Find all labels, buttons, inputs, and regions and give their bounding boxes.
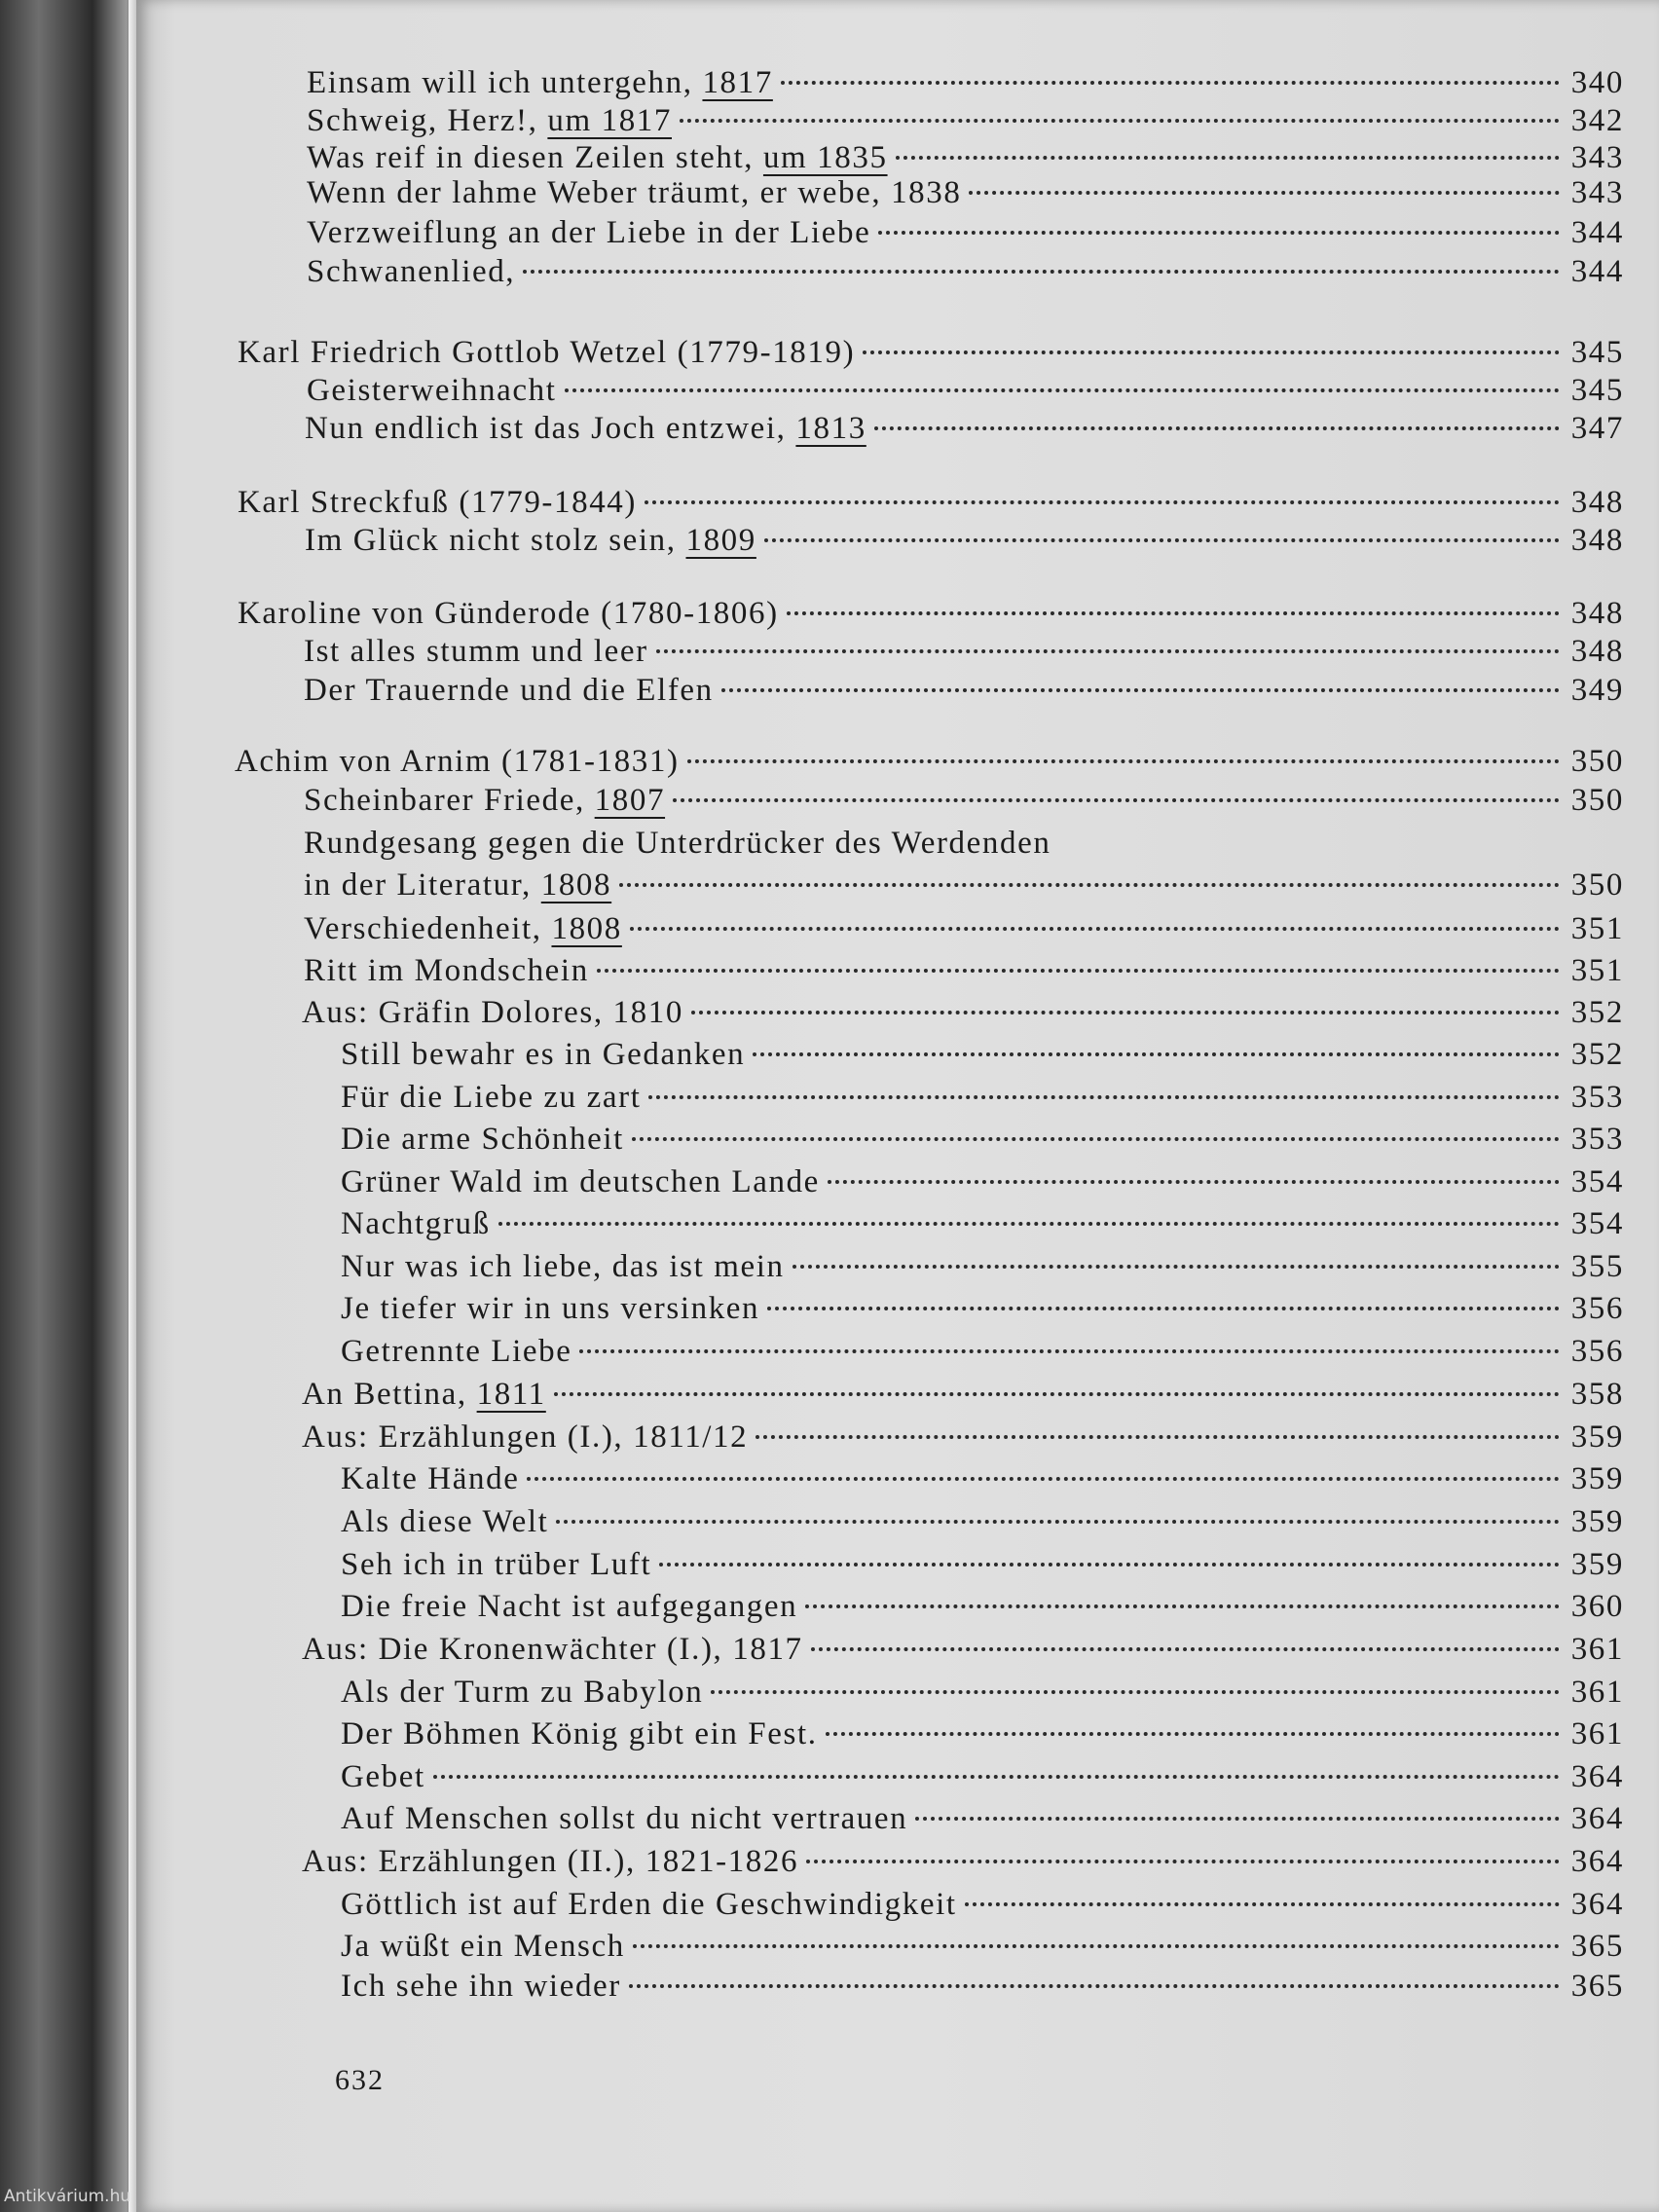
toc-entry-title-text: Als der Turm zu Babylon	[341, 1675, 704, 1710]
toc-entry-title	[307, 215, 870, 251]
leader-dots	[629, 1984, 1560, 1988]
toc-entry-title	[341, 1291, 759, 1327]
toc-entry-title	[341, 1206, 491, 1242]
leader-dots	[711, 1690, 1560, 1694]
toc-entry-title	[304, 826, 1051, 862]
toc-entry	[304, 634, 1659, 677]
toc-entry	[341, 1969, 1659, 2011]
toc-entry-page: 359	[1570, 1419, 1624, 1455]
leader-dots	[648, 1095, 1560, 1099]
toc-entry-page: 354	[1570, 1164, 1624, 1199]
toc-entry-page: 358	[1570, 1377, 1624, 1412]
toc-entry-page: 365	[1570, 1969, 1624, 2004]
leader-dots	[828, 1180, 1560, 1184]
toc-entry-title	[341, 1547, 651, 1583]
toc-entry	[302, 1632, 1659, 1675]
leader-dots	[632, 1137, 1560, 1141]
leader-dots	[673, 798, 1560, 802]
toc-entry-title-text: Verschiedenheit,	[304, 911, 542, 946]
toc-entry-title	[341, 1589, 797, 1625]
toc-entry-page: 359	[1570, 1547, 1624, 1582]
toc-entry-title	[238, 485, 637, 521]
toc-entry-year: um 1817	[547, 103, 672, 138]
toc-entry-title-text: in der Literatur,	[304, 867, 532, 903]
toc-entry-title	[302, 1377, 546, 1413]
toc-entry-page: 361	[1570, 1675, 1624, 1710]
toc-entry	[304, 673, 1659, 716]
toc-entry-page: 359	[1570, 1461, 1624, 1496]
toc-entry-title	[307, 65, 773, 101]
toc-entry	[307, 175, 1659, 218]
leader-dots	[811, 1647, 1560, 1651]
toc-entry-page: 364	[1570, 1887, 1624, 1922]
leader-dots	[523, 270, 1560, 274]
toc-entry-title-text: Schwanenlied,	[307, 254, 516, 289]
toc-entry-page: 355	[1570, 1249, 1624, 1284]
leader-dots	[556, 1520, 1560, 1524]
toc-entry-page: 345	[1570, 373, 1624, 408]
leader-dots	[896, 156, 1560, 160]
toc-entry-title	[304, 673, 714, 709]
toc-entry-title-text: Je tiefer wir in uns versinken	[341, 1291, 760, 1326]
toc-author-entry	[238, 596, 1659, 639]
toc-entry-page: 352	[1570, 995, 1624, 1030]
toc-entry	[341, 1589, 1659, 1632]
toc-entry-title	[307, 103, 672, 139]
leader-dots	[554, 1392, 1560, 1396]
toc-entry-title-text: Aus: Erzählungen (II.), 1821-1826	[302, 1844, 799, 1879]
toc-entry	[341, 1929, 1659, 1972]
page	[136, 0, 1659, 2212]
toc-entry-page: 340	[1570, 65, 1624, 100]
toc-entry-page: 345	[1570, 335, 1624, 370]
leader-dots	[659, 1563, 1560, 1567]
toc-author-entry	[238, 485, 1659, 528]
leader-dots	[656, 649, 1560, 653]
toc-entry-title	[341, 1249, 785, 1285]
toc-entry-title-text: Als diese Welt	[341, 1504, 549, 1539]
leader-dots	[597, 969, 1560, 973]
toc-entry	[341, 1801, 1659, 1844]
toc-entry-title-text: Nur was ich liebe, das ist mein	[341, 1249, 785, 1284]
toc-entry-title	[307, 140, 888, 176]
leader-dots	[863, 350, 1560, 354]
leader-dots	[915, 1817, 1560, 1821]
toc-entry-page: 353	[1570, 1080, 1624, 1115]
leader-dots	[691, 1011, 1560, 1014]
toc-entry	[307, 373, 1659, 416]
toc-entry-page: 351	[1570, 953, 1624, 988]
toc-entry-title-text: An Bettina,	[302, 1377, 467, 1412]
toc-entry	[341, 1249, 1659, 1292]
toc-entry	[307, 215, 1659, 258]
toc-entry	[341, 1675, 1659, 1717]
toc-entry-title-text: Grüner Wald im deutschen Lande	[341, 1164, 820, 1199]
leader-dots	[680, 119, 1560, 123]
leader-dots	[619, 883, 1560, 887]
toc-entry-title-text: Was reif in diesen Zeilen steht,	[307, 140, 755, 175]
toc-entry-title-text: Still bewahr es in Gedanken	[341, 1037, 746, 1072]
toc-entry-title-text: Schweig, Herz!,	[307, 103, 538, 138]
leader-dots	[764, 538, 1560, 542]
toc-entry	[304, 953, 1659, 996]
toc-entry-title	[341, 1037, 745, 1073]
leader-dots	[781, 81, 1560, 85]
toc-entry	[341, 1547, 1659, 1590]
toc-entry-title-text: Im Glück nicht stolz sein,	[305, 523, 677, 558]
toc-entry-page: 360	[1570, 1589, 1624, 1624]
toc-entry-page: 359	[1570, 1504, 1624, 1539]
toc-entry	[341, 1122, 1659, 1164]
toc-entry	[304, 826, 1659, 868]
toc-entry	[304, 911, 1659, 954]
leader-dots	[721, 688, 1560, 692]
toc-entry-title	[341, 1164, 820, 1200]
toc-entry-title	[341, 1929, 625, 1965]
leader-dots	[806, 1860, 1560, 1863]
toc-entry-page: 344	[1570, 215, 1624, 250]
toc-author-entry	[238, 335, 1659, 378]
toc-entry-year: 1808	[551, 911, 622, 946]
toc-entry-page: 350	[1570, 867, 1624, 903]
toc-entry-title	[341, 1504, 548, 1540]
toc-entry	[302, 995, 1659, 1038]
toc-entry-page: 350	[1570, 783, 1624, 818]
toc-entry	[341, 1504, 1659, 1547]
toc-entry-title	[302, 1419, 748, 1456]
toc-entry-title	[302, 1632, 803, 1668]
toc-entry	[304, 867, 1659, 910]
leader-dots	[753, 1052, 1560, 1056]
toc-entry-year: 1813	[795, 411, 866, 446]
toc-entry	[341, 1887, 1659, 1930]
leader-dots	[805, 1604, 1560, 1608]
toc-entry-title-text: Einsam will ich untergehn,	[307, 65, 693, 100]
toc-entry-year: um 1835	[762, 140, 888, 175]
toc-entry-page: 348	[1570, 523, 1624, 558]
toc-entry-title	[235, 744, 680, 780]
watermark: Antikvárium.hu	[4, 2187, 131, 2206]
toc-entry	[304, 783, 1659, 826]
leader-dots	[565, 388, 1560, 392]
toc-entry-page: 343	[1570, 175, 1624, 210]
toc-entry	[302, 1377, 1659, 1419]
leader-dots	[498, 1222, 1560, 1226]
toc-entry-title-text: Für die Liebe zu zart	[341, 1080, 642, 1115]
toc-entry-title	[341, 1969, 621, 2005]
toc-entry-title-text: Auf Menschen sollst du nicht vertrauen	[341, 1801, 908, 1836]
toc-entry-title-text: Nachtgruß	[341, 1206, 491, 1241]
toc-entry	[305, 411, 1659, 454]
leader-dots	[633, 1944, 1560, 1948]
toc-entry-year: 1809	[685, 523, 756, 558]
leader-dots	[527, 1477, 1560, 1481]
toc-entry	[307, 65, 1659, 108]
leader-dots	[767, 1307, 1560, 1310]
leader-dots	[793, 1265, 1560, 1269]
toc-entry	[307, 254, 1659, 297]
toc-entry-title	[304, 867, 611, 903]
toc-entry	[341, 1206, 1659, 1249]
toc-entry-page: 343	[1570, 140, 1624, 175]
toc-entry-title	[304, 783, 665, 819]
toc-entry-title-text: Verzweiflung an der Liebe in der Liebe	[307, 215, 871, 250]
leader-dots	[630, 927, 1560, 931]
toc-entry-title	[307, 373, 557, 409]
toc-entry-title	[341, 1887, 957, 1923]
toc-entry-title	[305, 523, 756, 559]
leader-dots	[874, 426, 1560, 430]
toc-entry-title-text: Ich sehe ihn wieder	[341, 1969, 621, 2004]
toc-author-entry	[235, 744, 1659, 787]
toc-entry-title	[341, 1675, 703, 1711]
leader-dots	[433, 1775, 1560, 1779]
toc-entry-title-text: Karl Streckfuß (1779-1844)	[238, 485, 637, 520]
toc-entry-page: 351	[1570, 911, 1624, 946]
toc-entry-title	[341, 1801, 907, 1837]
toc-entry-page: 344	[1570, 254, 1624, 289]
toc-entry-title-text: Kalte Hände	[341, 1461, 520, 1496]
toc-entry-page: 361	[1570, 1632, 1624, 1667]
toc-entry-title	[304, 911, 622, 947]
toc-entry-page: 364	[1570, 1759, 1624, 1794]
toc-entry-title-text: Achim von Arnim (1781-1831)	[235, 744, 680, 779]
leader-dots	[969, 191, 1560, 195]
leader-dots	[756, 1435, 1560, 1439]
toc-entry-title-text: Gebet	[341, 1759, 425, 1794]
table-of-contents	[136, 0, 1659, 2212]
toc-entry-title	[341, 1716, 818, 1752]
toc-entry-year: 1808	[540, 867, 612, 903]
toc-entry-title-text: Der Böhmen König gibt ein Fest.	[341, 1716, 818, 1751]
leader-dots	[687, 759, 1560, 763]
toc-entry-title-text: Wenn der lahme Weber träumt, er webe, 1838	[307, 175, 962, 210]
toc-entry-title-text: Ist alles stumm und leer	[304, 634, 648, 669]
toc-entry	[341, 1164, 1659, 1207]
toc-entry-title	[302, 995, 683, 1031]
toc-entry-page: 364	[1570, 1801, 1624, 1836]
toc-entry-title	[238, 596, 779, 632]
toc-entry	[341, 1716, 1659, 1759]
toc-entry-title-text: Die arme Schönheit	[341, 1122, 624, 1157]
toc-entry-page: 352	[1570, 1037, 1624, 1072]
toc-entry	[341, 1334, 1659, 1377]
toc-entry	[341, 1291, 1659, 1334]
toc-entry-title-text: Die freie Nacht ist aufgegangen	[341, 1589, 798, 1624]
toc-entry-page: 356	[1570, 1334, 1624, 1369]
toc-entry-year: 1807	[594, 783, 666, 818]
toc-entry-title-text: Seh ich in trüber Luft	[341, 1547, 652, 1582]
toc-entry-title-text: Aus: Gräfin Dolores, 1810	[302, 995, 683, 1030]
toc-entry	[341, 1037, 1659, 1080]
page-number: 632	[335, 2064, 385, 2096]
leader-dots	[826, 1732, 1560, 1736]
toc-entry-title	[302, 1844, 798, 1880]
toc-entry-page: 364	[1570, 1844, 1624, 1879]
toc-entry-page: 348	[1570, 485, 1624, 520]
toc-entry-page: 350	[1570, 744, 1624, 779]
toc-entry-page: 354	[1570, 1206, 1624, 1241]
toc-entry-title-text: Getrennte Liebe	[341, 1334, 572, 1369]
toc-entry-title-text: Der Trauernde und die Elfen	[304, 673, 714, 708]
toc-entry-title-text: Karoline von Günderode (1780-1806)	[238, 596, 779, 631]
leader-dots	[645, 500, 1560, 504]
toc-entry-title	[341, 1759, 425, 1795]
toc-entry-title	[238, 335, 855, 371]
leader-dots	[579, 1349, 1560, 1353]
toc-entry-title-text: Aus: Die Kronenwächter (I.), 1817	[302, 1632, 803, 1667]
toc-entry-title	[341, 1461, 519, 1497]
toc-entry-page: 342	[1570, 103, 1624, 138]
toc-entry-title-text: Ja wüßt ein Mensch	[341, 1929, 625, 1964]
toc-entry-title-text: Rundgesang gegen die Unterdrücker des Werdenden	[304, 826, 1051, 861]
toc-entry-page: 353	[1570, 1122, 1624, 1157]
leader-dots	[965, 1902, 1560, 1906]
toc-entry-title-text: Aus: Erzählungen (I.), 1811/12	[302, 1419, 749, 1455]
toc-entry-title	[304, 634, 648, 670]
toc-entry-title-text: Ritt im Mondschein	[304, 953, 589, 988]
toc-entry-title-text: Nun endlich ist das Joch entzwei,	[305, 411, 787, 446]
toc-entry-title	[341, 1122, 624, 1158]
toc-entry-title-text: Scheinbarer Friede,	[304, 783, 585, 818]
toc-entry-page: 348	[1570, 634, 1624, 669]
toc-entry-year: 1817	[702, 65, 773, 100]
toc-entry-title	[304, 953, 589, 989]
toc-entry	[302, 1844, 1659, 1887]
toc-entry-page: 361	[1570, 1716, 1624, 1751]
toc-entry-page: 365	[1570, 1929, 1624, 1964]
toc-entry-title	[307, 175, 961, 211]
toc-entry	[305, 523, 1659, 566]
toc-entry	[341, 1080, 1659, 1123]
toc-entry-year: 1811	[476, 1377, 546, 1412]
leader-dots	[787, 611, 1560, 615]
toc-entry-title-text: Karl Friedrich Gottlob Wetzel (1779-1819)	[238, 335, 856, 370]
leader-dots	[878, 231, 1560, 235]
toc-entry-title	[305, 411, 866, 447]
toc-entry-page: 348	[1570, 596, 1624, 631]
toc-entry	[341, 1461, 1659, 1504]
toc-entry-page: 349	[1570, 673, 1624, 708]
toc-entry	[341, 1759, 1659, 1802]
toc-entry-title	[341, 1080, 641, 1116]
toc-entry	[302, 1419, 1659, 1462]
toc-entry-page: 356	[1570, 1291, 1624, 1326]
toc-entry-title-text: Geisterweihnacht	[307, 373, 557, 408]
toc-entry-page: 347	[1570, 411, 1624, 446]
toc-entry-title	[341, 1334, 571, 1370]
toc-entry-title	[307, 254, 515, 290]
toc-entry-title-text: Göttlich ist auf Erden die Geschwindigkeit	[341, 1887, 957, 1922]
